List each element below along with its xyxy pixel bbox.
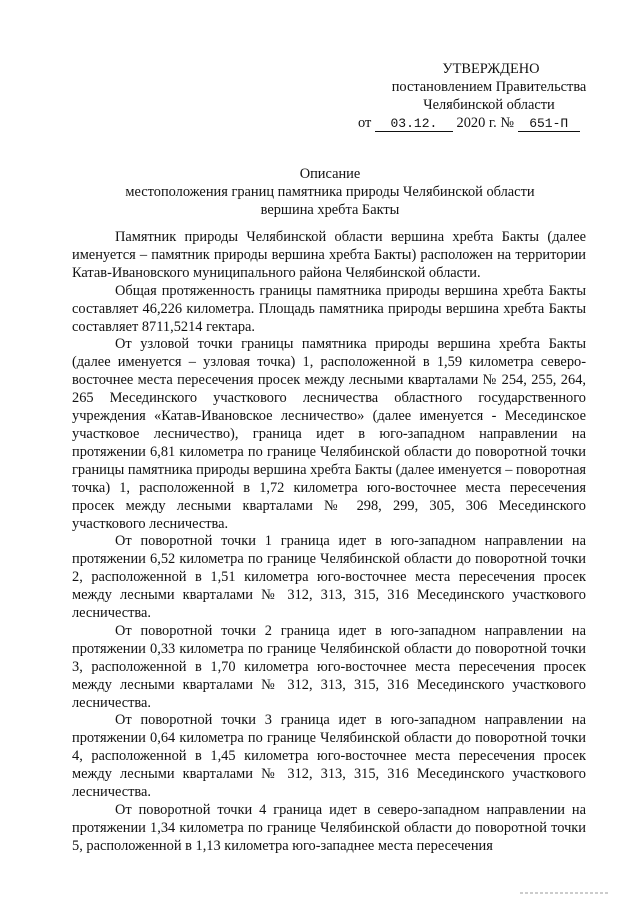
- scan-artifact-mark: [520, 890, 610, 896]
- title-line-2: местоположения границ памятника природы Челябинской области: [125, 184, 535, 200]
- year-text: 2020 г. №: [456, 115, 515, 131]
- paragraph: От поворотной точки 4 граница идет в северо-западном направлении на протяжении 1,34 километра по границе Челябинской области до поворотной точки 5, расположенной в 1,13 километра юго-западнее места пересечения: [72, 802, 586, 854]
- paragraph: От поворотной точки 1 граница идет в юго-западном направлении на протяжении 6,52 километра по границе Челябинской области до поворотной точки 2, расположенной в 1,51 километра юго-восточнее места пересечения просек между лесными кварталами № 312, 313, 315, 316 Месединского участкового лесничества.: [72, 533, 586, 622]
- decree-number-field: 651-П: [518, 117, 580, 132]
- document-body: [72, 229, 586, 856]
- document-title: [80, 165, 580, 219]
- approval-heading: УТВЕРЖДЕНО: [442, 61, 540, 77]
- date-field: 03.12.: [375, 117, 453, 132]
- approval-line-2: Челябинской области: [423, 97, 555, 113]
- paragraph: От узловой точки границы памятника природы вершина хребта Бакты (далее именуется – узловая точка) 1, расположенной в 1,59 километра северо-восточнее места пересечения просек между лесными кварталами № 254, 255, 264, 265 Месединского участкового лесничества областного государственного учреждения «Катав-Ивановское лесничество» (далее именуется - Месединское участковое лесничество), граница идет в юго-западном направлении на протяжении 6,81 километра по границе Челябинской области до поворотной точки границы памятника природы вершина хребта Бакты (далее именуется – поворотная точка) 1, расположенной в 1,72 километра юго-восточнее места пересечения просек между лесными кварталами № 298, 299, 305, 306 Месединского участкового лесничества.: [72, 336, 586, 532]
- title-line-1: Описание: [299, 166, 361, 182]
- paragraph: Памятник природы Челябинской области вершина хребта Бакты (далее именуется – памятник природы вершина хребта Бакты) расположен на территории Катав-Ивановского муниципального района Челябинской области.: [72, 229, 586, 281]
- title-line-3: вершина хребта Бакты: [260, 202, 400, 218]
- paragraph: От поворотной точки 2 граница идет в юго-западном направлении на протяжении 0,33 километра по границе Челябинской области до поворотной точки 3, расположенной в 1,70 километра юго-восточнее места пересечения просек между лесными кварталами № 312, 313, 315, 316 Месединского участкового лесничества.: [72, 622, 586, 711]
- paragraph: От поворотной точки 3 граница идет в юго-западном направлении на протяжении 0,64 километра по границе Челябинской области до поворотной точки 4, расположенной в 1,45 километра юго-восточнее места пересечения просек между лесными кварталами № 312, 313, 315, 316 Месединского участкового лесничества.: [72, 712, 586, 801]
- approval-date-line: [358, 114, 608, 132]
- approval-stamp: [358, 60, 608, 132]
- date-prefix: от: [358, 115, 372, 131]
- approval-line-1: постановлением Правительства: [391, 79, 587, 95]
- paragraph: Общая протяженность границы памятника природы вершина хребта Бакты составляет 46,226 километра. Площадь памятника природы вершина хребта Бакты составляет 8711,5214 гектара.: [72, 282, 586, 335]
